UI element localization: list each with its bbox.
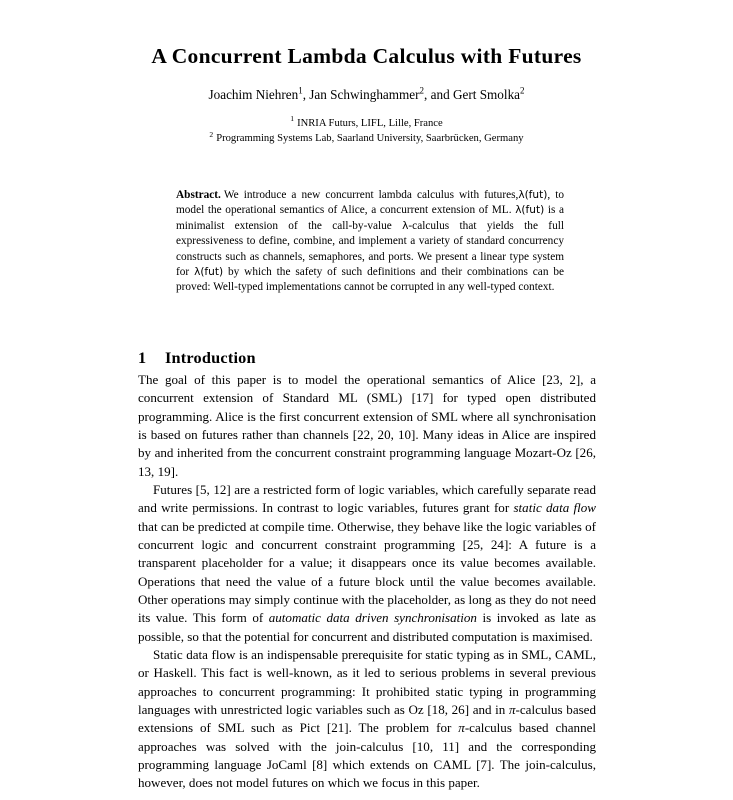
author-affil-mark-2: 2 xyxy=(419,85,425,96)
paragraph-1: The goal of this paper is to model the operational semantics of Alice [23, 2], a concurrent extension of Standard ML (SML) [17] for typed open distributed programming. Alice is the first concurrent extension of SML where all synchronisation is based on futures rather than channels [22, 20, 10]. Many ideas in Alice are inspired by and inherited from the concurrent constraint programming language Mozart-Oz [26, 13, 19]. xyxy=(138,372,596,479)
abstract-block xyxy=(176,188,564,296)
math-pi-2: π xyxy=(458,720,465,736)
math-lambda-fut-1: λ(fut) xyxy=(518,189,548,201)
math-lambda-fut-3: λ(fut) xyxy=(194,266,224,279)
paper-title: A Concurrent Lambda Calculus with Futures xyxy=(151,44,582,69)
body-text xyxy=(138,371,596,793)
affiliation-mark-2: 2 xyxy=(209,129,214,139)
abstract-text-part-3: is a minimalist extension of the call-by-value xyxy=(176,204,565,232)
paragraph-3-part-a: Static data flow is an indispensable prerequisite for static typing as in SML, CAML, or Haskell. This fact is well-known, as it led to serious problems in several previous approaches to concurrent programming: It prohibited static typing in programming languages with unrestricted logic variables such as Oz [18, 26] and in xyxy=(138,646,596,717)
affiliation-mark-1: 1 xyxy=(290,114,295,124)
abstract-text-part-2: , to model the operational semantics of Alice, a concurrent extension of ML. xyxy=(176,189,564,217)
paragraph-3 xyxy=(138,646,596,793)
abstract-heading: Abstract. xyxy=(176,189,221,201)
author-separator-1: , xyxy=(302,87,310,102)
paragraph-2-part-b: that can be predicted at compile time. Otherwise, they behave like the logic variables of concurrent logic and concurrent constraint programming [25, 24]: A future is a transparent placeholder for a value; it disappears once its value becomes available. Operations that need the value of a future block until the value becomes available. Other operations may simply continue with the placeholder, as long as they do not need its value. This form of xyxy=(138,518,596,626)
author-list xyxy=(0,86,733,103)
math-pi-1: π xyxy=(509,701,516,717)
math-lambda-1: λ xyxy=(402,219,409,232)
abstract-text-part-1: We introduce a new concurrent lambda calculus with futures, xyxy=(223,189,519,201)
affiliation-item-2 xyxy=(0,131,733,146)
section-heading-introduction xyxy=(138,348,256,368)
paragraph-3-part-b: -calculus based extensions of SML such as Pict [21]. The problem for xyxy=(138,701,596,736)
emphasis-static-data-flow: static data flow xyxy=(513,500,596,516)
author-name-1: Joachim Niehren xyxy=(208,87,299,102)
paragraph-2 xyxy=(138,481,596,646)
section-number: 1 xyxy=(138,347,147,367)
author-affil-mark-1: 1 xyxy=(298,85,303,96)
affiliation-item-1 xyxy=(0,116,733,131)
author-separator-2: , and xyxy=(424,87,453,102)
affiliation-text-1: INRIA Futurs, LIFL, Lille, France xyxy=(297,118,443,129)
abstract-text-part-4: -calculus that yields the full expressiveness to define, combine, and implement a variety of standard concurrency constructs such as channels, semaphores, and ports. We present a linear type system for xyxy=(176,219,564,279)
paragraph-2-part-a: Futures [5, 12] are a restricted form of logic variables, which carefully separate read and write permissions. In contrast to logic variables, futures grant for xyxy=(138,481,596,516)
emphasis-automatic-data-driven-synchronisation: automatic data driven synchronisation xyxy=(268,610,477,626)
paragraph-3-part-c: -calculus based channel approaches was solved with the join-calculus [10, 11] and the corresponding programming language JoCaml [8] which extends on CAML [7]. The join-calculus, however, does not model futures on which we focus in this paper. xyxy=(138,720,597,791)
author-name-2: Jan Schwinghammer xyxy=(309,87,420,102)
author-affil-mark-3: 2 xyxy=(520,85,525,96)
paragraph-2-part-c: is invoked as late as possible, so that the potential for concurrent and distributed computation is maximised. xyxy=(138,610,596,644)
math-lambda-fut-2: λ(fut) xyxy=(515,204,545,217)
abstract-text-part-5: by which the safety of such definitions and their combinations can be proved: Well-typed implementations cannot be corrupted in any well-typed context. xyxy=(176,266,565,294)
section-title: Introduction xyxy=(165,347,256,367)
affiliation-text-2: Programming Systems Lab, Saarland University, Saarbrücken, Germany xyxy=(216,133,524,145)
affiliation-list xyxy=(0,116,733,146)
author-name-3: Gert Smolka xyxy=(452,87,521,102)
